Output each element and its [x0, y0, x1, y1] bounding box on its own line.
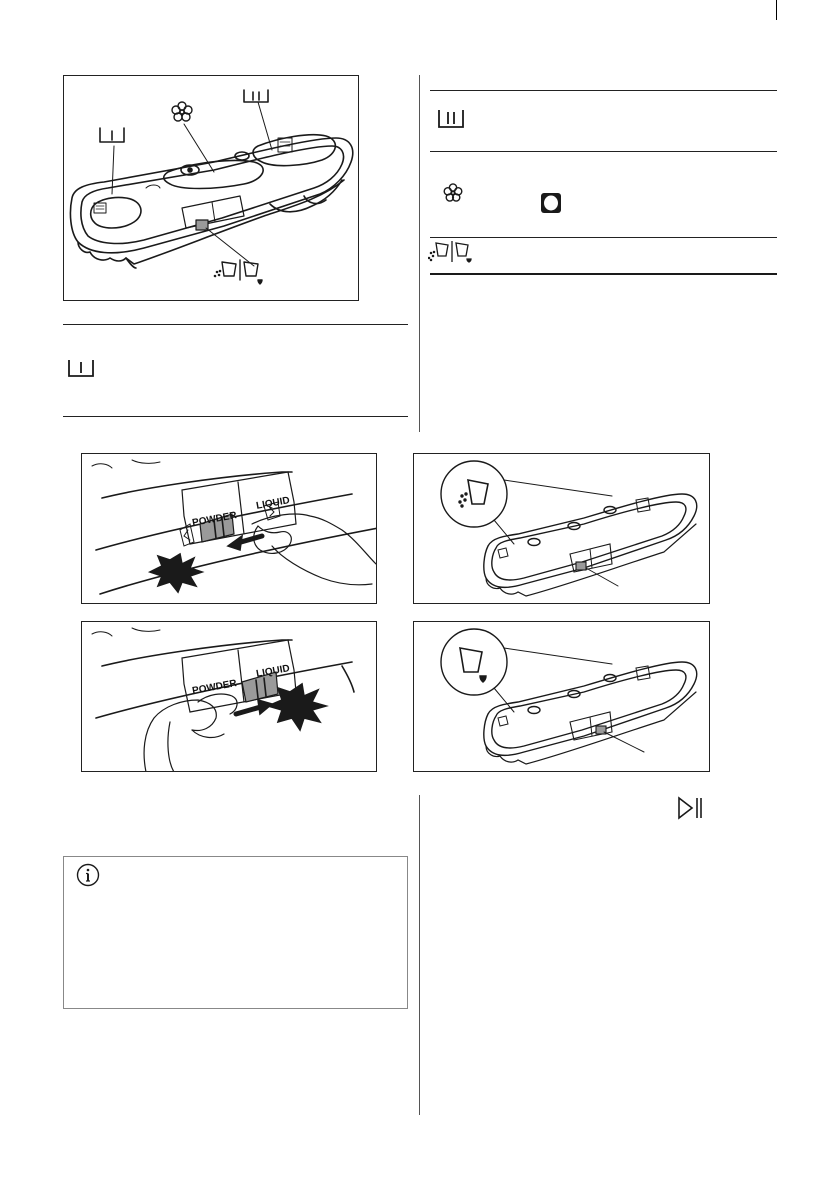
legend-right-rule-top: [430, 90, 777, 91]
flap-step2-liquid-label: LIQUID: [255, 663, 291, 680]
flap-step1-powder-label: POWDER: [191, 510, 238, 529]
flap-step1-figure: [81, 453, 377, 604]
flap-step1-liquid-label: LIQUID: [255, 495, 291, 512]
liquid-detergent-icon: [460, 648, 486, 682]
legend-left-row: [63, 330, 408, 410]
flap-step2-powder-label: POWDER: [191, 678, 238, 697]
info-note-box: [63, 856, 408, 1009]
flower-softener-icon: [442, 182, 464, 204]
legend-right-rule-bottom: [430, 273, 777, 275]
legend-right-rule-1: [430, 151, 777, 152]
legend-right-rule-2: [430, 237, 777, 238]
powder-detergent-icon: [459, 480, 488, 507]
legend-left-bottom-rule: [63, 416, 408, 417]
column-divider-bottom: [419, 795, 420, 1115]
start-pause-icon: [676, 796, 704, 820]
max-level-marker-icon: [540, 192, 562, 214]
powder-dispenser-figure: [413, 453, 710, 604]
flap-step2-figure: [81, 621, 377, 772]
powder-liquid-flap-icon: [428, 240, 474, 264]
legend-left-top-rule: [63, 324, 408, 325]
legend-right: [430, 90, 777, 276]
compartment-II-icon: [436, 108, 466, 130]
cut-mark-icon: [776, 0, 778, 20]
powder-liquid-flap-icon: [214, 260, 262, 284]
info-icon: [76, 863, 100, 887]
liquid-dispenser-figure: [413, 621, 710, 772]
compartment-I-icon: [100, 128, 124, 142]
compartment-I-icon: [66, 358, 96, 378]
dispenser-figure: [63, 75, 359, 301]
compartment-II-icon: [244, 90, 268, 102]
column-divider-top: [419, 75, 420, 432]
flower-softener-icon: [172, 102, 192, 121]
